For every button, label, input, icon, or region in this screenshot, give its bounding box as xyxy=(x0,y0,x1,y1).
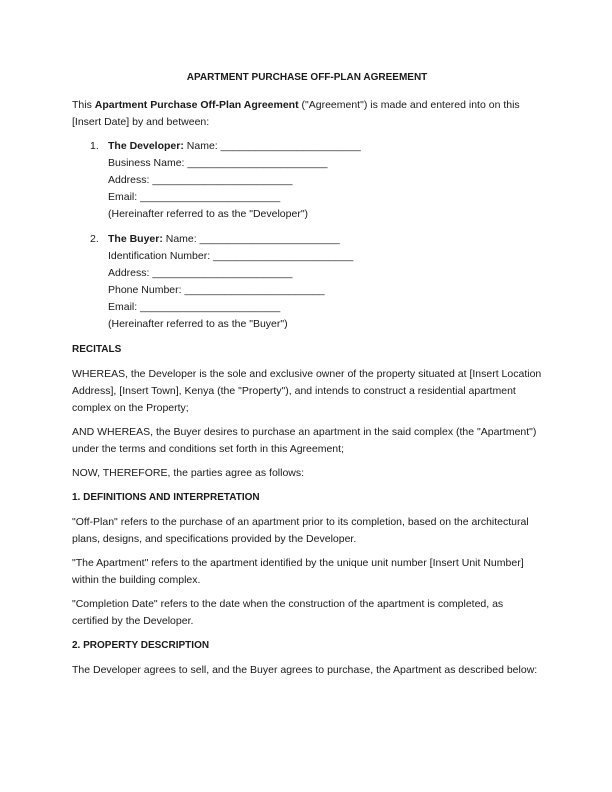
section-2-heading: 2. PROPERTY DESCRIPTION xyxy=(72,640,210,651)
buyer-email-field: Email: ________________________ xyxy=(108,301,281,313)
recitals-heading: RECITALS xyxy=(72,344,122,355)
buyer-name-field: Name: ________________________ xyxy=(162,233,340,245)
developer-email-field: Email: ________________________ xyxy=(108,191,281,203)
buyer-phone-field: Phone Number: ________________________ xyxy=(108,284,325,296)
party-number: 2. xyxy=(90,233,99,245)
buyer-role-label: The Buyer: xyxy=(108,233,163,245)
buyer-name-line xyxy=(108,231,542,248)
intro-paragraph xyxy=(72,97,542,131)
party-developer xyxy=(72,138,542,223)
recital-now-therefore: NOW, THEREFORE, the parties agree as follows: xyxy=(72,467,305,479)
buyer-id-number-field: Identification Number: ________________________ xyxy=(108,250,354,262)
parties-list xyxy=(72,138,542,333)
recital-whereas-1: WHEREAS, the Developer is the sole and exclusive owner of the property situated at [Insert Location Address], [Insert Town], Kenya (the "Property"), and intends to construct a residential apartment complex on the Property; xyxy=(72,368,542,414)
definition-off-plan: "Off-Plan" refers to the purchase of an apartment prior to its completion, based on the architectural plans, designs, and specifications provided by the Developer. xyxy=(72,516,529,545)
party-buyer xyxy=(72,231,542,333)
definition-apartment: "The Apartment" refers to the apartment identified by the unique unit number [Insert Unit Number] within the building complex. xyxy=(72,557,524,586)
intro-prefix: This xyxy=(72,99,95,111)
document-title: APARTMENT PURCHASE OFF-PLAN AGREEMENT xyxy=(186,72,428,83)
recital-whereas-2: AND WHEREAS, the Buyer desires to purchase an apartment in the said complex (the "Apartment") under the terms and conditions set forth in this Agreement; xyxy=(72,426,537,455)
party-number: 1. xyxy=(90,140,99,152)
developer-name-line xyxy=(108,138,542,155)
developer-name-field: Name: ________________________ xyxy=(183,140,361,152)
agreement-name: Apartment Purchase Off-Plan Agreement xyxy=(94,99,299,111)
section-1-heading: 1. DEFINITIONS AND INTERPRETATION xyxy=(72,492,260,503)
buyer-reference-note: (Hereinafter referred to as the "Buyer") xyxy=(108,318,288,330)
definition-completion-date: "Completion Date" refers to the date when the construction of the apartment is completed, as certified by the Developer. xyxy=(72,598,504,627)
property-description-paragraph: The Developer agrees to sell, and the Buyer agrees to purchase, the Apartment as described below: xyxy=(72,664,538,676)
developer-address-field: Address: ________________________ xyxy=(108,174,293,186)
developer-reference-note: (Hereinafter referred to as the "Developer") xyxy=(108,208,309,220)
developer-business-name-field: Business Name: ________________________ xyxy=(108,157,328,169)
buyer-address-field: Address: ________________________ xyxy=(108,267,293,279)
intro-suffix: ("Agreement") is made and entered into on this [Insert Date] by and between: xyxy=(72,99,520,128)
developer-role-label: The Developer: xyxy=(108,140,184,152)
document-page xyxy=(72,69,542,686)
